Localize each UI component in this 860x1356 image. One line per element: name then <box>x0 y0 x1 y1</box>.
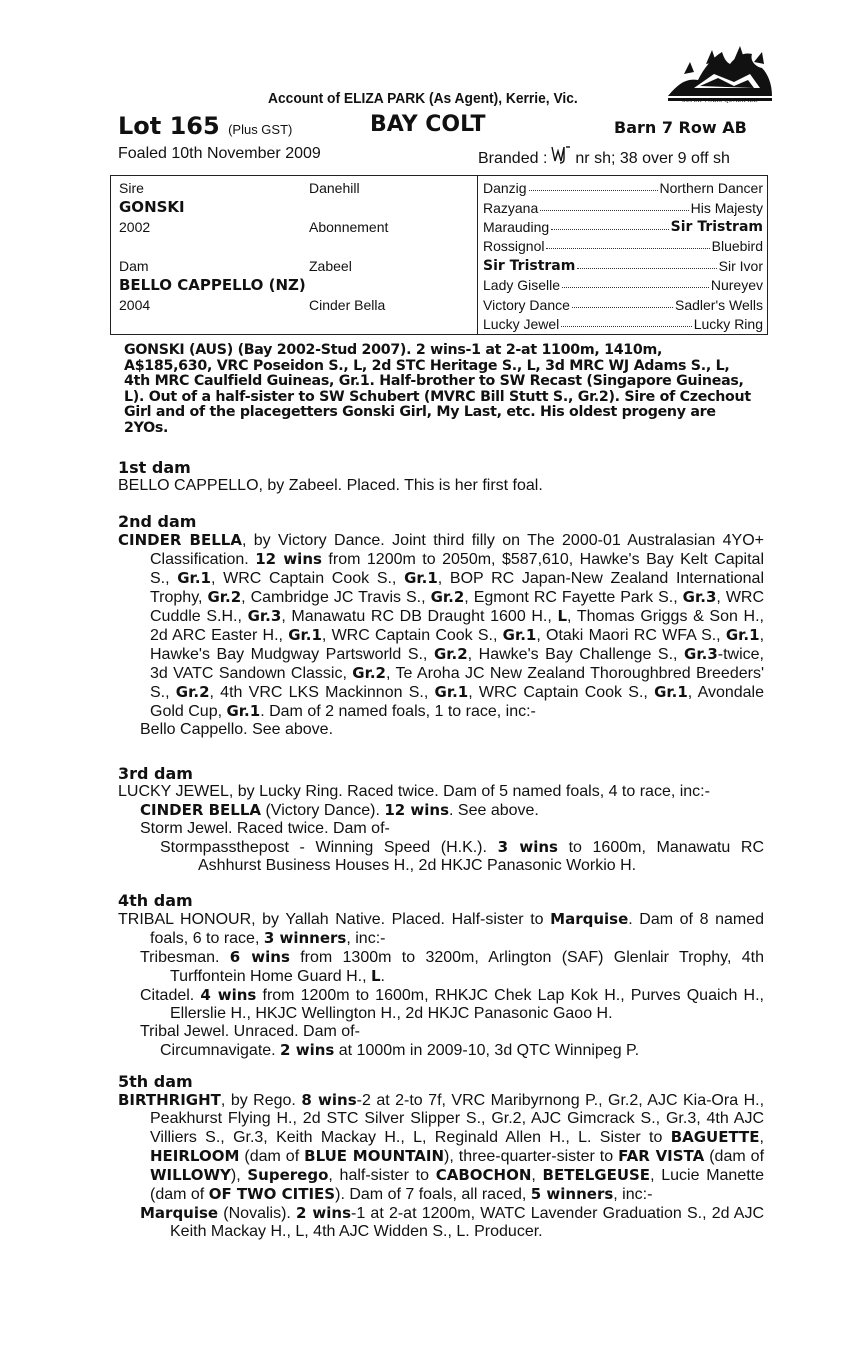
text: , Hawke's Bay Mudgway Partsworld S., <box>150 627 765 663</box>
brand-info <box>478 145 730 168</box>
text: , Manawatu RC DB Draught 1600 H., <box>281 608 558 625</box>
foal-entry: Storm Jewel. Raced twice. Dam of- <box>140 820 390 837</box>
sire-summary: GONSKI (AUS) (Bay 2002-Stud 2007). 2 wins-1 at 2-at 1100m, 1410m, A$185,630, VRC Poseidon S., L, 2d STC Heritage S., L, 3d MRC WJ Adams S., L, 4th MRC Caulfield Guineas, Gr.1. Half-brother to SW Recast (Singapore Guineas, L). Out of a half-sister to SW Schubert (MVRC Bill Stutt S., Gr.2). Sire of Czechout Girl and of the placegetters Gonski Girl, My Last, etc. His oldest progeny are 2YOs. <box>124 342 751 436</box>
text: from 1300m to 3200m, Arlington (SAF) Glenlair Trophy, 4th Turffontein Home Guard H., <box>170 949 764 985</box>
horse-name: CINDER BELLA <box>140 801 262 819</box>
ancestor-right: Lucky Ring <box>693 316 763 332</box>
fifth-dam-section <box>118 1072 764 1241</box>
ancestor-row <box>483 277 763 293</box>
text: . See above. <box>449 802 539 819</box>
leader-dots <box>546 238 709 249</box>
grade: Gr.2 <box>352 664 386 682</box>
wins: 2 wins <box>280 1041 335 1059</box>
third-dam-section <box>118 764 764 875</box>
ancestor-row <box>483 219 763 235</box>
text: from 1200m to 1600m, RHKJC Chek Lap Kok H., Purves Quaich H., Ellerslie H., HKJC Wellington H., 2d HKJC Panasonic Gaoo H. <box>170 987 765 1022</box>
lot-number <box>118 112 292 140</box>
text: , Otaki Maori RC WFA S., <box>536 627 726 644</box>
foal-entry <box>118 1041 764 1060</box>
foal-entry <box>118 948 764 986</box>
wins: 12 wins <box>255 550 322 568</box>
ancestor-right: Northern Dancer <box>659 180 763 196</box>
leader-dots <box>577 258 716 269</box>
barn-location: Barn 7 Row AB <box>614 118 747 137</box>
text: . Dam of 8 named foals, 6 to race, <box>150 911 765 947</box>
leader-dots <box>529 180 658 191</box>
grade: Gr.1 <box>502 626 537 644</box>
section-heading: 2nd dam <box>118 512 197 531</box>
horse-name: Marquise <box>550 910 629 928</box>
grade: Gr.1 <box>725 626 760 644</box>
leader-dots <box>562 277 709 288</box>
grade: Gr.2 <box>430 588 465 606</box>
dam-name: BIRTHRIGHT <box>118 1091 221 1109</box>
grade: Gr.3 <box>682 588 717 606</box>
ancestor-right: Sir Tristram <box>670 219 763 235</box>
sire-label: Sire <box>119 180 144 196</box>
text: at 1000m in 2009-10, 3d QTC Winnipeg P. <box>334 1042 640 1059</box>
text: , inc:- <box>346 930 386 947</box>
text: , <box>759 1129 764 1146</box>
grade: Gr.3 <box>684 645 718 663</box>
horse-name: Superego <box>247 1166 329 1184</box>
grade: Gr.1 <box>654 683 688 701</box>
section-heading: 5th dam <box>118 1072 193 1091</box>
horse-name: HEIRLOOM <box>150 1147 240 1165</box>
text: -2 at 2-to 7f, VRC Maribyrnong P., Gr.2, AJC Kia-Ora H., Peakhurst Flying H., 2d STC Silver Slipper S., Gr.2, AJC Gimcrack S., Gr.3, 4th AJC Villiers S., Gr.3, Keith Mackay H., L, Reginald Allen H., L. Sister to <box>150 1092 765 1146</box>
horse-name: OF TWO CITIES <box>208 1185 336 1203</box>
section-heading: 1st dam <box>118 458 191 477</box>
text: , inc:- <box>613 1186 653 1203</box>
text: , WRC Cuddle S.H., <box>150 589 765 625</box>
leader-dots <box>572 297 673 308</box>
text: , Lucie Manette (dam of <box>150 1167 765 1203</box>
leader-dots <box>551 219 669 230</box>
pedigree-table <box>110 175 768 335</box>
grade: Gr.1 <box>288 626 322 644</box>
leader-dots <box>561 316 691 327</box>
grade: Gr.1 <box>177 569 211 587</box>
horse-name: Marquise <box>140 1204 219 1222</box>
foal-entry <box>118 838 764 875</box>
text: -1 at 2-at 1200m, WATC Lavender Graduation S., 2d AJC Keith Mackay H., L, 4th AJC Widden S., L. Producer. <box>170 1205 765 1240</box>
sire-sire: Danehill <box>309 180 360 196</box>
wins: 4 wins <box>200 986 257 1004</box>
text: ), <box>230 1167 248 1184</box>
ancestor-right: His Majesty <box>690 200 763 216</box>
second-dam-section <box>118 512 764 739</box>
text: , WRC Captain Cook S., <box>468 684 655 701</box>
lot-label: Lot 165 <box>118 112 220 140</box>
foal-entry: Tribal Jewel. Unraced. Dam of- <box>140 1023 360 1040</box>
first-dam-section <box>118 458 764 495</box>
section-heading: 3rd dam <box>118 764 193 783</box>
horse-name: BLUE MOUNTAIN <box>304 1147 445 1165</box>
fourth-dam-section <box>118 891 764 1060</box>
ancestor-right: Nureyev <box>710 277 763 293</box>
logo-caption: SUPER VOBIS QUALIFIED <box>682 98 758 104</box>
horse-description: BAY COLT <box>370 112 486 137</box>
wins: 3 wins <box>497 838 558 856</box>
horse-name: WILLOWY <box>150 1166 231 1184</box>
sire-year: 2002 <box>119 219 151 235</box>
dam-sire: Zabeel <box>309 258 352 274</box>
winners: 5 winners <box>530 1185 614 1203</box>
text: to 1600m, Manawatu RC Ashhurst Business Houses H., 2d HKJC Panasonic Workio H. <box>198 839 765 874</box>
sire-dam: Abonnement <box>309 219 389 235</box>
text: ), three-quarter-sister to <box>444 1148 619 1165</box>
text: , WRC Captain Cook S., <box>321 627 503 644</box>
wins: 12 wins <box>384 801 450 819</box>
text: , Egmont RC Fayette Park S., <box>464 589 683 606</box>
ancestor-row <box>483 258 763 274</box>
foal-entry <box>118 801 764 820</box>
ancestor-right: Sir Ivor <box>718 258 763 274</box>
ancestor-right: Sadler's Wells <box>675 297 763 313</box>
leader-dots <box>540 200 688 211</box>
text: , <box>531 1167 543 1184</box>
winners: 3 winners <box>263 929 347 947</box>
ancestor-row <box>483 297 763 313</box>
brand-mark-icon <box>551 145 571 165</box>
fifth-dam-text <box>118 1091 764 1204</box>
text: Citadel. <box>140 987 201 1004</box>
text: Circumnavigate. <box>160 1042 281 1059</box>
text: TRIBAL HONOUR, by Yallah Native. Placed. Half-sister to <box>118 911 551 928</box>
grade: Gr.3 <box>247 607 282 625</box>
text: Tribesman. <box>140 949 230 966</box>
wins: 2 wins <box>296 1204 352 1222</box>
sire-name: GONSKI <box>119 198 185 216</box>
gst-note: (Plus GST) <box>228 122 293 137</box>
section-heading: 4th dam <box>118 891 193 910</box>
text: (Novalis). <box>218 1205 297 1222</box>
text: , Hawke's Bay Challenge S., <box>467 646 685 663</box>
text: , Te Aroha JC New Zealand Thoroughbred Breeders' S., <box>150 665 764 701</box>
grade: Gr.1 <box>226 702 261 720</box>
horse-name: BETELGEUSE <box>542 1166 651 1184</box>
dam-dam: Cinder Bella <box>309 297 386 313</box>
grade: Gr.1 <box>434 683 469 701</box>
ancestor-left: Razyana <box>483 200 539 216</box>
text: . Dam of 2 named foals, 1 to race, inc:- <box>260 703 536 720</box>
horse-name: CABOCHON <box>435 1166 532 1184</box>
wins: 6 wins <box>229 948 290 966</box>
foal-entry: Bello Cappello. See above. <box>140 721 334 738</box>
brand-prefix: Branded : <box>478 150 548 167</box>
text: (dam of <box>704 1148 765 1165</box>
foal-entry <box>118 986 764 1023</box>
ancestor-row <box>483 238 763 254</box>
text: , WRC Captain Cook S., <box>210 570 405 587</box>
third-dam-text: LUCKY JEWEL, by Lucky Ring. Raced twice. Dam of 5 named foals, 4 to race, inc:- <box>118 783 710 800</box>
dam-name: BELLO CAPPELLO (NZ) <box>119 276 306 294</box>
ancestor-left: Lucky Jewel <box>483 316 560 332</box>
foal-entry <box>118 1204 764 1241</box>
vendor-account: Account of ELIZA PARK (As Agent), Kerrie, Vic. <box>268 90 578 107</box>
text: , by Victory Dance. Joint third filly on The 2000-01 Australasian 4YO+ Classification. <box>150 532 764 568</box>
dam-label: Dam <box>119 258 149 274</box>
ancestor-left: Lady Giselle <box>483 277 561 293</box>
grade: L <box>370 967 381 985</box>
ancestor-row <box>483 200 763 216</box>
ancestor-left: Sir Tristram <box>483 258 576 274</box>
text: , by Rego. <box>220 1092 302 1109</box>
pedigree-divider <box>477 176 478 334</box>
grade: Gr.2 <box>433 645 468 663</box>
dam-name: CINDER BELLA <box>118 531 242 549</box>
text: . <box>380 968 385 985</box>
ancestor-left: Danzig <box>483 180 527 196</box>
dam-year: 2004 <box>119 297 151 313</box>
foaling-date: Foaled 10th November 2009 <box>118 145 321 162</box>
horse-name: BAGUETTE <box>670 1128 760 1146</box>
wins: 8 wins <box>301 1091 357 1109</box>
grade: Gr.2 <box>175 683 210 701</box>
second-dam-text <box>118 531 764 721</box>
ancestor-left: Victory Dance <box>483 297 570 313</box>
first-dam-text: BELLO CAPPELLO, by Zabeel. Placed. This is her first foal. <box>118 477 543 494</box>
grade: L <box>557 607 568 625</box>
grade: Gr.2 <box>207 588 242 606</box>
text: -twice, 3d VATC Sandown Classic, <box>150 646 764 682</box>
ancestor-row <box>483 316 763 332</box>
text: (dam of <box>239 1148 305 1165</box>
ancestor-left: Marauding <box>483 219 550 235</box>
text: Stormpassthepost - Winning Speed (H.K.). <box>160 839 498 856</box>
text: , BOP RC Japan-New Zealand International Trophy, <box>150 570 765 606</box>
text: , Thomas Griggs & Son H., 2d ARC Easter H., <box>150 608 765 644</box>
ancestor-left: Rossignol <box>483 238 545 254</box>
brand-details: nr sh; 38 over 9 off sh <box>575 150 730 167</box>
grade: Gr.1 <box>404 569 438 587</box>
text: , 4th VRC LKS Mackinnon S., <box>209 684 435 701</box>
text: (Victory Dance). <box>261 802 385 819</box>
text: , Avondale Gold Cup, <box>150 684 765 720</box>
text: ). Dam of 7 foals, all raced, <box>335 1186 531 1203</box>
text: , half-sister to <box>328 1167 436 1184</box>
text: from 1200m to 2050m, $587,610, Hawke's Bay Kelt Capital S., <box>150 551 764 587</box>
text: , Cambridge JC Travis S., <box>241 589 431 606</box>
ancestor-row <box>483 180 763 196</box>
ancestor-right: Bluebird <box>711 238 763 254</box>
horse-name: FAR VISTA <box>618 1147 705 1165</box>
fourth-dam-text <box>118 910 764 948</box>
